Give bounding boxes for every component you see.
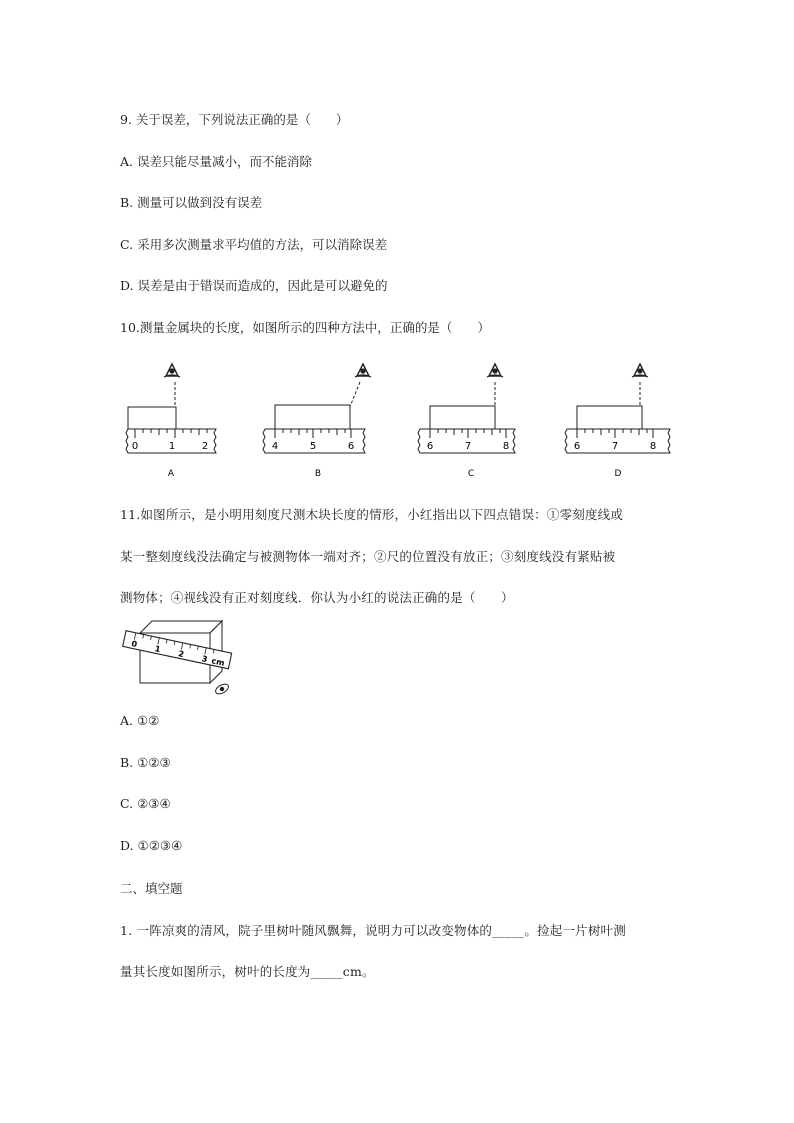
panel-label: D bbox=[614, 469, 622, 479]
fill-q1-line-2: 量其长度如图所示，树叶的长度为_____cm。 bbox=[120, 964, 375, 979]
tick-label: 5 bbox=[309, 441, 317, 452]
unit-label: cm bbox=[210, 656, 226, 668]
eye-icon bbox=[214, 682, 230, 696]
panel-label: B bbox=[314, 469, 322, 479]
tick-label: 0 bbox=[130, 639, 138, 650]
eye-icon bbox=[632, 364, 648, 377]
tick-label: 7 bbox=[464, 441, 472, 452]
q9-option-d: D. 误差是由于错误而造成的，因此是可以避免的 bbox=[120, 278, 388, 293]
q9-option-c: C. 采用多次测量求平均值的方法，可以消除误差 bbox=[120, 237, 388, 252]
tick-label: 6 bbox=[347, 441, 355, 452]
tick-label: 4 bbox=[271, 441, 279, 452]
q11-option-b: B. ①②③ bbox=[120, 755, 171, 770]
section-heading: 二、填空题 bbox=[120, 881, 183, 896]
fill-q1-line-1: 1. 一阵凉爽的清风，院子里树叶随风飘舞，说明力可以改变物体的_____。捡起一片树叶测 bbox=[120, 923, 626, 938]
tick-label: 1 bbox=[168, 441, 176, 452]
q10-panel-d bbox=[565, 364, 670, 479]
q9-option-a: A. 误差只能尽量减小，而不能消除 bbox=[120, 154, 312, 169]
q10-stem: 10.测量金属块的长度，如图所示的四种方法中，正确的是（ ） bbox=[120, 320, 490, 335]
eye-icon bbox=[355, 364, 371, 377]
q10-panel-b bbox=[263, 364, 371, 479]
tick-label: 2 bbox=[201, 441, 209, 452]
q10-panel-c bbox=[418, 364, 515, 479]
tick-label: 8 bbox=[649, 441, 657, 452]
panel-label: C bbox=[467, 469, 475, 479]
tick-label: 1 bbox=[153, 644, 162, 655]
eye-icon bbox=[164, 364, 180, 377]
tick-label: 0 bbox=[131, 441, 139, 452]
q11-option-d: D. ①②③④ bbox=[120, 838, 183, 853]
q11-figure bbox=[118, 615, 238, 700]
tick-label: 6 bbox=[573, 441, 581, 452]
q11-option-c: C. ②③④ bbox=[120, 796, 171, 811]
q9-stem: 9. 关于误差，下列说法正确的是（ ） bbox=[120, 112, 349, 127]
tick-label: 7 bbox=[611, 441, 619, 452]
q10-figure bbox=[115, 350, 685, 479]
tick-label: 3 bbox=[200, 654, 209, 665]
q11-stem-line-1: 11.如图所示，是小明用刻度尺测木块长度的情形，小红指出以下四点错误：①零刻度线或 bbox=[120, 507, 624, 522]
tick-label: 2 bbox=[177, 649, 185, 660]
q11-stem-line-3: 测物体；④视线没有正对刻度线．你认为小红的说法正确的是（ ） bbox=[120, 590, 514, 605]
tick-label: 8 bbox=[502, 441, 510, 452]
q11-stem-line-2: 某一整刻度线没法确定与被测物体一端对齐；②尺的位置没有放正；③刻度线没有紧贴被 bbox=[120, 549, 616, 564]
q11-option-a: A. ①② bbox=[120, 713, 160, 728]
q9-option-b: B. 测量可以做到没有误差 bbox=[120, 195, 263, 210]
tick-label: 6 bbox=[426, 441, 434, 452]
panel-label: A bbox=[167, 469, 175, 479]
q10-panel-a bbox=[126, 364, 216, 479]
eye-icon bbox=[487, 364, 503, 377]
